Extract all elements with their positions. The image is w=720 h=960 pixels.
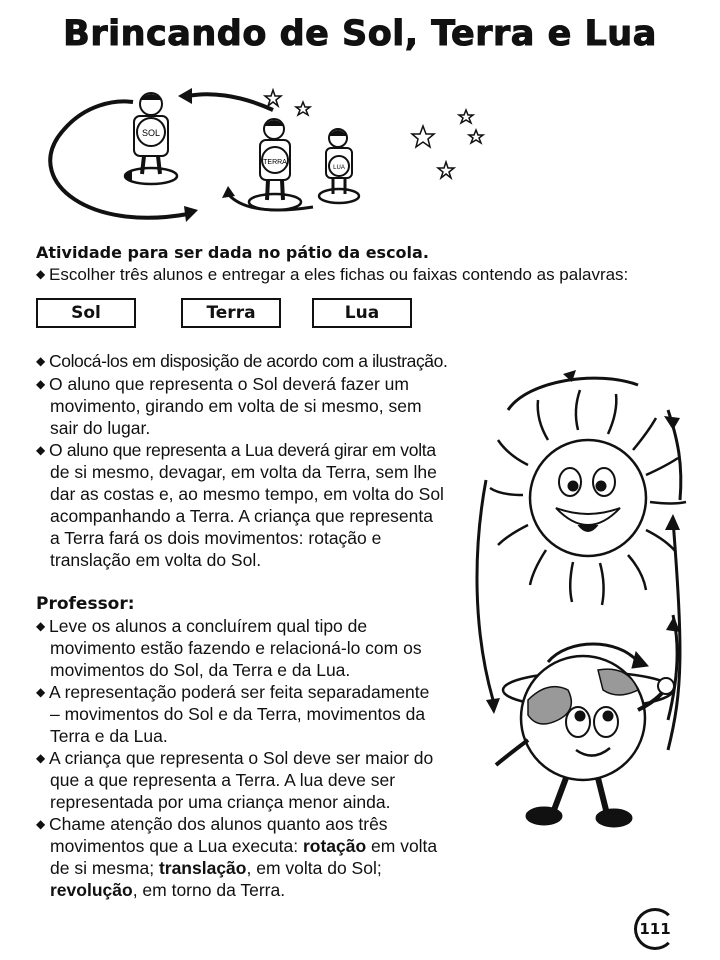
bullet-icon: ◆ [36, 267, 46, 281]
instruction-2: ◆ O aluno que representa o Sol deverá fazer um [36, 374, 409, 394]
bullet-icon: ◆ [36, 685, 46, 699]
card-lua: Lua [312, 298, 412, 328]
term-revolucao: revolução [50, 880, 133, 900]
bullet-icon: ◆ [36, 443, 45, 457]
earth-character [496, 644, 674, 827]
sun-sign-label: SOL [141, 128, 161, 138]
professor-note-1: ◆ Leve os alunos a concluírem qual tipo de [36, 616, 368, 636]
bullet-icon: ◆ [36, 817, 46, 831]
card-sol: Sol [36, 298, 136, 328]
bullet-icon: ◆ [36, 751, 46, 765]
professor-note-4-line3: de si mesma; translação, em volta do Sol; [50, 858, 382, 878]
sun-child-figure [124, 93, 177, 184]
instruction-1: ◆ Colocá-los em disposição de acordo com a ilustração. [36, 351, 448, 371]
bullet-icon: ◆ [36, 377, 46, 391]
page-title: Brincando de Sol, Terra e Lua [63, 14, 657, 54]
instruction-3-line2: de si mesmo, devagar, em volta da Terra, sem lhe [50, 462, 437, 482]
children-orbit-illustration [28, 82, 498, 232]
page-number: 111 [634, 908, 676, 950]
professor-note-3-line2: que a que representa a Terra. A lua deve ser [50, 770, 396, 790]
activity-heading: Atividade para ser dada no pátio da escola. [36, 243, 429, 262]
professor-note-2: ◆ A representação poderá ser feita separadamente [36, 682, 430, 702]
term-rotacao: rotação [302, 836, 367, 856]
sun-earth-illustration [468, 370, 698, 850]
professor-note-3-line3: representada por uma criança menor ainda. [50, 792, 391, 812]
activity-intro: ◆ Escolher três alunos e entregar a eles fichas ou faixas contendo as palavras: [36, 265, 629, 284]
instruction-3-line6: translação em volta do Sol. [50, 550, 262, 570]
professor-note-3: ◆ A criança que representa o Sol deve ser maior do [36, 748, 434, 768]
professor-heading: Professor: [36, 594, 135, 614]
moon-child-figure [319, 129, 359, 203]
professor-note-1-line3: movimentos do Sol, da Terra e da Lua. [50, 660, 351, 680]
term-translacao: translação [158, 858, 247, 878]
sun-character [490, 390, 686, 605]
instruction-3-line3: dar as costas e, ao mesmo tempo, em volta do Sol [50, 484, 444, 504]
moon-sign-label: LUA [333, 165, 345, 171]
professor-note-4-line2: movimentos que a Lua executa: rotação em volta [50, 836, 438, 856]
professor-note-4: ◆ Chame atenção dos alunos quanto aos três [36, 814, 388, 834]
earth-child-figure [222, 119, 313, 210]
bullet-icon: ◆ [36, 354, 45, 368]
bullet-icon: ◆ [36, 619, 46, 633]
instruction-3-line4: acompanhando a Terra. A criança que representa [50, 506, 433, 526]
professor-note-4-line4: revolução, em torno da Terra. [50, 880, 286, 900]
professor-note-1-line2: movimento estão fazendo e relacioná-lo com os [50, 638, 422, 658]
instruction-2-line2: movimento, girando em volta de si mesmo, sem [50, 396, 422, 416]
professor-note-2-line3: Terra e da Lua. [50, 726, 168, 746]
instruction-3-line5: a Terra fará os dois movimentos: rotação e [50, 528, 382, 548]
card-terra: Terra [181, 298, 281, 328]
instruction-3: ◆ O aluno que representa a Lua deverá girar em volta [36, 440, 436, 460]
earth-sign-label: TERRA [263, 159, 287, 166]
professor-note-2-line2: – movimentos do Sol e da Terra, movimentos da [50, 704, 426, 724]
instruction-2-line3: sair do lugar. [50, 418, 151, 438]
stars-decoration [265, 90, 483, 178]
